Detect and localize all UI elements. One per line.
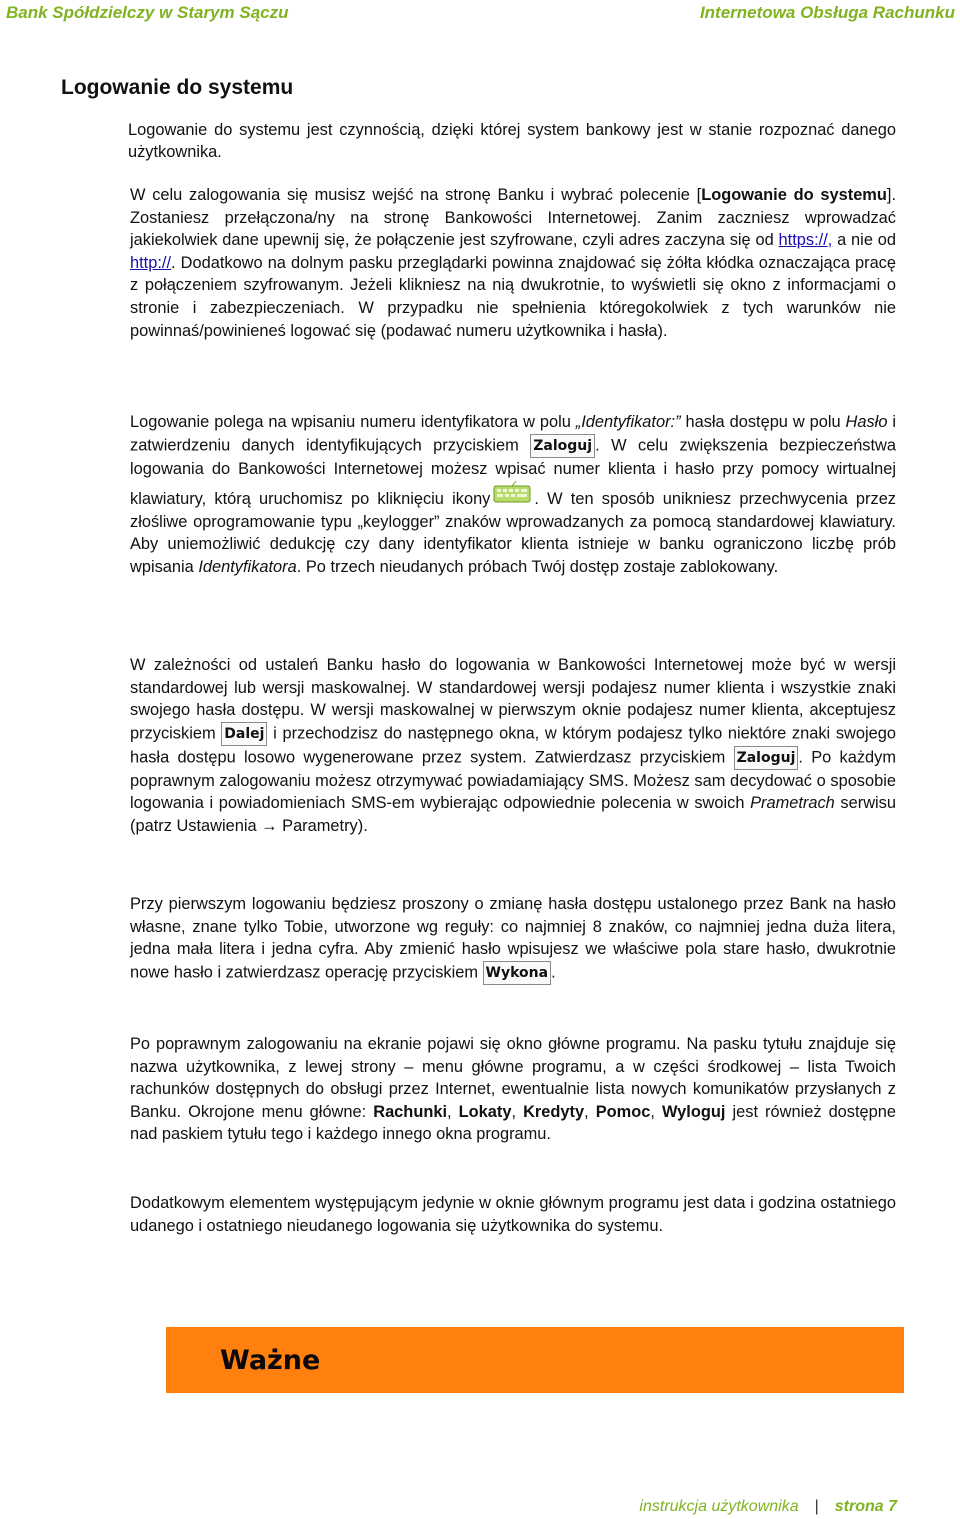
text: i przechodzisz do następnego okna, w którym podajesz tylko niektóre znaki swojego hasła dostępu losowo wygenerowane przez system. Zatwierdzasz przyciskiem [130, 724, 896, 767]
password-field-name: Hasło [845, 413, 888, 431]
zaloguj-button[interactable]: Zaloguj [530, 434, 595, 458]
section-title: Logowanie do systemu [61, 76, 294, 99]
menu-lokaty: Lokaty [458, 1102, 512, 1121]
footer-text: instrukcja użytkownika [639, 1498, 799, 1515]
text: . Po każdym poprawnym zalogowaniu możesz otrzymywać powiadamiający SMS. Możesz sam decydować o sposobie logowania i powiadomieniach SMS-em wybierając odpowiednie polecenia w swoich [130, 748, 896, 813]
bank-name: Bank Spółdzielczy w Starym Sączu [6, 3, 289, 22]
text: Parametry). [277, 816, 368, 835]
text: ]. Zostaniesz przełączona/ny na stronę Bankowości Internetowej. Zanim zaczniesz wprowadzać jakiekolwiek dane upewnij się, że połączenie jest szyfrowane, czyli adres zaczyna się od [130, 186, 897, 250]
dalej-button[interactable]: Dalej [221, 722, 267, 746]
http-link[interactable]: http:// [130, 253, 172, 272]
important-label: Ważne [220, 1345, 321, 1376]
text: Przy pierwszym logowaniu będziesz proszony o zmianę hasła dostępu ustalonego przez Bank na hasło własne, znane tylko Tobie, utworzone wg reguły: co najmniej 8 znaków, co najmniej jedna duża litera, jedna mała litera i jedna cyfra. Aby zmienić hasło wpisujesz we właściwe pola stare hasło, dwukrotnie nowe hasło i zatwierdzasz operację przyciskiem [130, 895, 896, 982]
password-change-paragraph [130, 893, 896, 985]
header-service-name: Internetowa Obsługa Rachunku [699, 3, 955, 22]
password-versions-paragraph [130, 654, 896, 838]
login-menu-command: Logowanie do systemu [701, 186, 887, 204]
wykona-button[interactable]: Wykona [483, 961, 552, 985]
page-header [0, 0, 960, 30]
text: , [511, 1102, 524, 1121]
identifier-term: Identyfikatora [198, 557, 297, 576]
text: Po poprawnym zalogowaniu na ekranie pojawi się okno główne programu. Na pasku tytułu znajduje się nazwa użytkownika, z lewej strony – menu główne programu, a w części środkowej – lista Twoich rachunków dostępnych do obsługi przez Internet, ewentualnie lista nowych komunikatów przysłanych z Banku. Okrojone menu główne: [130, 1035, 896, 1121]
text: , [650, 1102, 662, 1121]
text: W celu zalogowania się musisz wejść na stronę Banku i wybrać polecenie [ [130, 186, 702, 204]
arrow-right-icon: → [261, 816, 278, 835]
text: hasła dostępu w polu [680, 413, 846, 431]
text: , [584, 1102, 596, 1121]
login-procedure-paragraph [130, 411, 896, 579]
text: i zatwierdzeniu danych identyfikujących przyciskiem [130, 413, 897, 454]
text: . W celu zwiększenia bezpieczeństwa logowania do Bankowości Internetowej możesz wpisać numer klienta i hasło przy pomocy wirtualnej klawiatury, którą uruchomisz po kliknięciu ikony [130, 435, 897, 509]
intro-paragraph: Logowanie do systemu jest czynnością, dzięki której system bankowy jest w stanie rozpoznać danego użytkownika. [128, 121, 896, 161]
login-access-paragraph [130, 184, 896, 342]
page-footer [639, 1498, 897, 1516]
menu-rachunki: Rachunki [373, 1102, 448, 1121]
menu-pomoc: Pomoc [595, 1102, 651, 1121]
text: . [551, 963, 556, 982]
text: Logowanie polega na wpisaniu numeru identyfikatora w polu [130, 413, 576, 431]
text: . Po trzech nieudanych próbach Twój dostęp zostaje zablokowany. [296, 557, 779, 576]
text: W zależności od ustaleń Banku hasło do logowania w Bankowości Internetowej może być w wersji standardowej lub wersji maskowalnej. W standardowej wersji podajesz numer klienta i wszystkie znaki swojego hasła dostępu. W wersji maskowalnej w pierwszym oknie podajesz numer klienta, akceptujesz przyciskiem [130, 656, 896, 743]
last-login-paragraph: Dodatkowym elementem występującym jedynie w oknie głównym programu jest data i godzina ostatniego udanego i ostatniego nieudanego logowania się użytkownika do systemu. [130, 1194, 896, 1235]
text: . W ten sposób unikniesz przechwycenia przez złośliwe oprogramowanie typu „keylogger” znaków wprowadzanych za pomocą standardowej klawiatury. Aby uniemożliwić dedukcję czy dany identyfikator klienta istnieje w banku ograniczono liczbę prób wpisania [130, 490, 897, 576]
https-link[interactable]: https://, [778, 231, 833, 250]
text: jest również dostępne nad paskiem tytułu tego i każdego innego okna programu. [130, 1102, 897, 1144]
text: . Dodatkowo na dolnym pasku przeglądarki powinna znajdować się żółta kłódka oznaczająca pracę z połączeniem szyfrowanym. Jeżeli klikniesz na nią dwukrotnie, to wyświetli się okno z informacjami o stronie i zabezpieczeniach. W przypadku nie spełnienia któregokolwiek z tych warunków nie powinnaś/powinieneś logować się (podawać numeru użytkownika i hasła). [130, 253, 896, 340]
footer-separator: | [814, 1498, 819, 1515]
important-banner [166, 1327, 904, 1393]
identifier-field-name: „Identyfikator:” [575, 413, 681, 431]
menu-wyloguj: Wyloguj [662, 1102, 726, 1121]
main-window-paragraph [130, 1033, 896, 1146]
parameters-term: Prametrach [750, 794, 835, 813]
keyboard-icon[interactable] [492, 480, 532, 511]
page-number: strona 7 [834, 1498, 897, 1515]
text: a nie od [832, 231, 896, 250]
menu-kredyty: Kredyty [523, 1102, 585, 1121]
text: serwisu (patrz Ustawienia [130, 794, 896, 835]
zaloguj-button[interactable]: Zaloguj [734, 746, 799, 770]
text: , [447, 1102, 459, 1121]
